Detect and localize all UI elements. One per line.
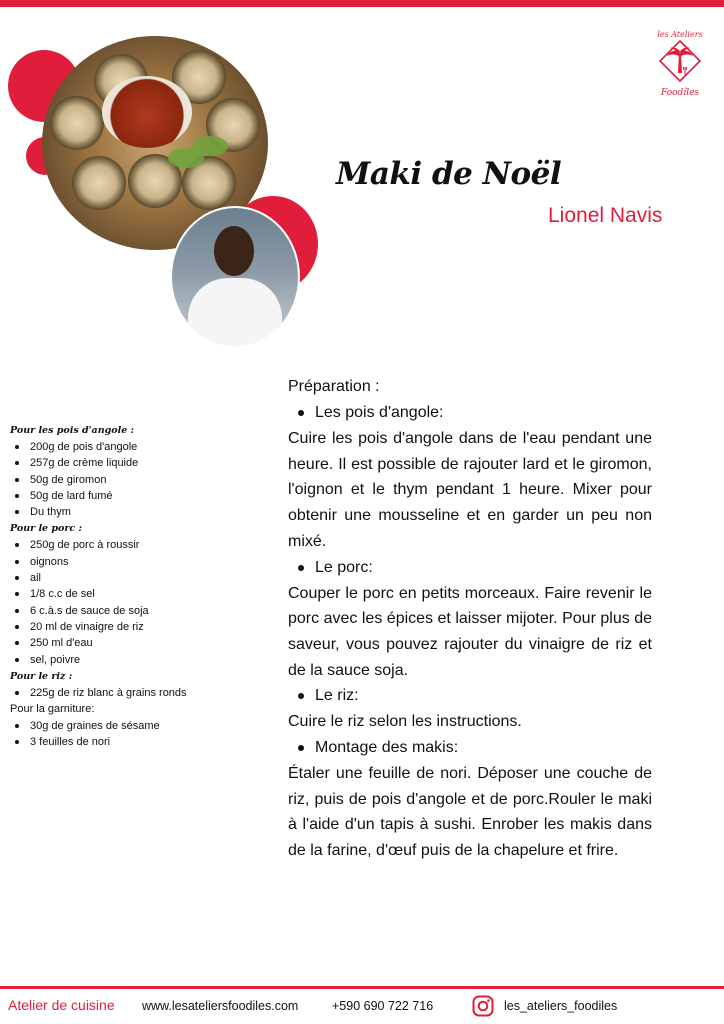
ingredient-list [10,718,280,751]
ingredient-item: oignons [10,554,280,570]
chef-head [214,226,254,276]
instagram-handle[interactable]: les_ateliers_foodiles [504,999,618,1013]
ingredient-item: 3 feuilles de nori [10,734,280,750]
step-text: Cuire les pois d'angole dans de l'eau pendant une heure. Il est possible de rajouter lard et le giromon, l'oignon et le thym pendant 1 heure. Mixer pour obtenir une mousseline et en garder un peu non mixé. [288,430,652,550]
ingredient-item: 50g de lard fumé [10,488,280,504]
top-accent-bar [0,0,724,7]
ingredient-item: 225g de riz blanc à grains ronds [10,685,280,701]
ingredient-item: 200g de pois d'angole [10,439,280,455]
step-text: Couper le porc en petits morceaux. Faire revenir le porc avec les épices et laisser mijoter. Pour plus de saveur, vous pouvez rajouter du vinaigre de riz et de la sauce soja. [288,584,652,679]
ingredient-item: 250 ml d'eau [10,635,280,651]
ingredient-item: 30g de graines de sésame [10,718,280,734]
ingredient-list [10,537,280,667]
recipe-author: Lionel Navis [548,204,663,227]
step-heading: Le riz: [288,683,652,709]
step-heading: Montage des makis: [288,735,652,761]
phone-number: +590 690 722 716 [332,999,434,1013]
maki-roll [72,156,126,210]
preparation-title: Préparation : [288,378,380,395]
palm-tree-fork-icon [658,39,702,83]
step-text: Étaler une feuille de nori. Déposer une couche de riz, puis de pois d'angole et de porc.Rouler le maki à l'aide d'un tapis à sushi. Enrober les makis dans de la farine, d'œuf puis de la chapelure et frire. [288,765,652,860]
step-heading: Le porc: [288,555,652,581]
ingredient-section-title: Pour le porc : [10,523,82,535]
ingredient-item: 257g de crème liquide [10,455,280,471]
footer [0,994,724,1020]
chef-jacket [188,278,282,348]
ingredient-item: 1/8 c.c de sel [10,586,280,602]
maki-roll [50,96,104,150]
logo-text-bottom: Foodîles [660,88,700,98]
logo-text-top: les Ateliers [657,30,703,39]
footer-label: Atelier de cuisine [8,997,115,1013]
sauce-bowl [102,76,192,148]
ingredient-item: 20 ml de vinaigre de riz [10,619,280,635]
chef-photo [170,206,300,348]
herb-garnish [192,136,228,156]
instagram-icon [472,995,494,1017]
ingredient-section-title: Pour le riz : [10,670,73,682]
ingredient-section-title: Pour la garniture: [10,703,95,716]
preparation-panel [288,374,652,864]
ingredient-item: 6 c.à.s de sauce de soja [10,603,280,619]
ingredient-list [10,439,280,520]
ingredient-item: Du thym [10,504,280,520]
ingredients-panel [10,422,280,751]
website-link[interactable]: www.lesateliersfoodiles.com [142,999,299,1013]
step-text: Cuire le riz selon les instructions. [288,713,522,731]
step-heading: Les pois d'angole: [288,400,652,426]
recipe-title: Maki de Noël [336,156,562,192]
ingredient-section-title: Pour les pois d'angole : [10,425,135,436]
ingredient-item: 50g de giromon [10,472,280,488]
footer-divider [0,986,724,989]
ingredient-item: ail [10,570,280,586]
ingredient-item: sel, poivre [10,652,280,668]
ingredient-list [10,685,280,701]
brand-logo [650,30,710,115]
ingredient-item: 250g de porc à roussir [10,537,280,553]
